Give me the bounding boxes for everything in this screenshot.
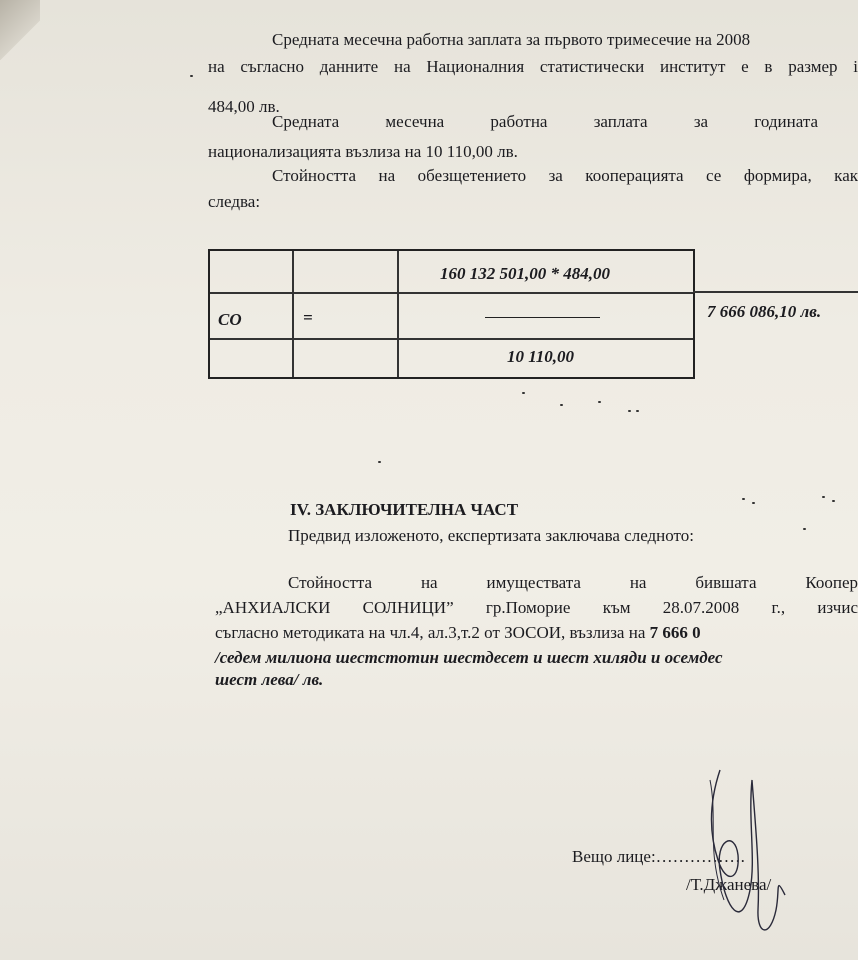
formula-equals: = [303,308,313,327]
paragraph2-line2: национализацията възлиза на 10 110,00 лв. [208,142,518,161]
expert-name: /Т.Джанева/ [686,875,772,894]
calculation-table [208,249,695,379]
paragraph1-line2: на съгласно данните на Националния статистически институт е в размер і [208,57,858,76]
conclusion-line3: съгласно методиката на чл.4, ал.3,т.2 от ЗОСОИ, възлиза на 7 666 0 [215,623,701,642]
page-corner-shadow [0,0,40,60]
paragraph1-line3: 484,00 лв. [208,97,280,116]
paragraph3-line2: следва: [208,192,261,211]
section-intro: Предвид изложеното, експертизата заключава следното: [288,526,694,545]
table-extension-line [693,291,858,293]
paragraph3-line1: Стойността на обезщетението за кооперацията се формира, как [272,166,858,185]
conclusion-line2: „АНХИАЛСКИ СОЛНИЦИ” гр.Поморие към 28.07.2008 г., изчис [215,598,858,617]
formula-symbol: CO [218,310,242,329]
paragraph2-line1: Средната месечна работна заплата за годината [272,112,818,131]
conclusion-line1: Стойността на имуществата на бившата Коопер [288,573,858,592]
formula-denominator: 10 110,00 [507,347,575,366]
section-heading: IV. ЗАКЛЮЧИТЕЛНА ЧАСТ [290,500,519,519]
handwritten-signature [680,760,800,960]
formula-result: 7 666 086,10 лв. [707,302,822,321]
fraction-bar [485,306,600,318]
expert-label: Вещо лице:……………. [572,847,745,866]
conclusion-line4: /седем милиона шестстотин шестдесет и шест хиляди и осемдес [215,648,723,667]
conclusion-line5: шест лева/ лв. [215,670,324,689]
formula-numerator: 160 132 501,00 * 484,00 [440,264,610,283]
paragraph1-line1: Средната месечна работна заплата за първото тримесечие на 2008 [272,30,751,49]
